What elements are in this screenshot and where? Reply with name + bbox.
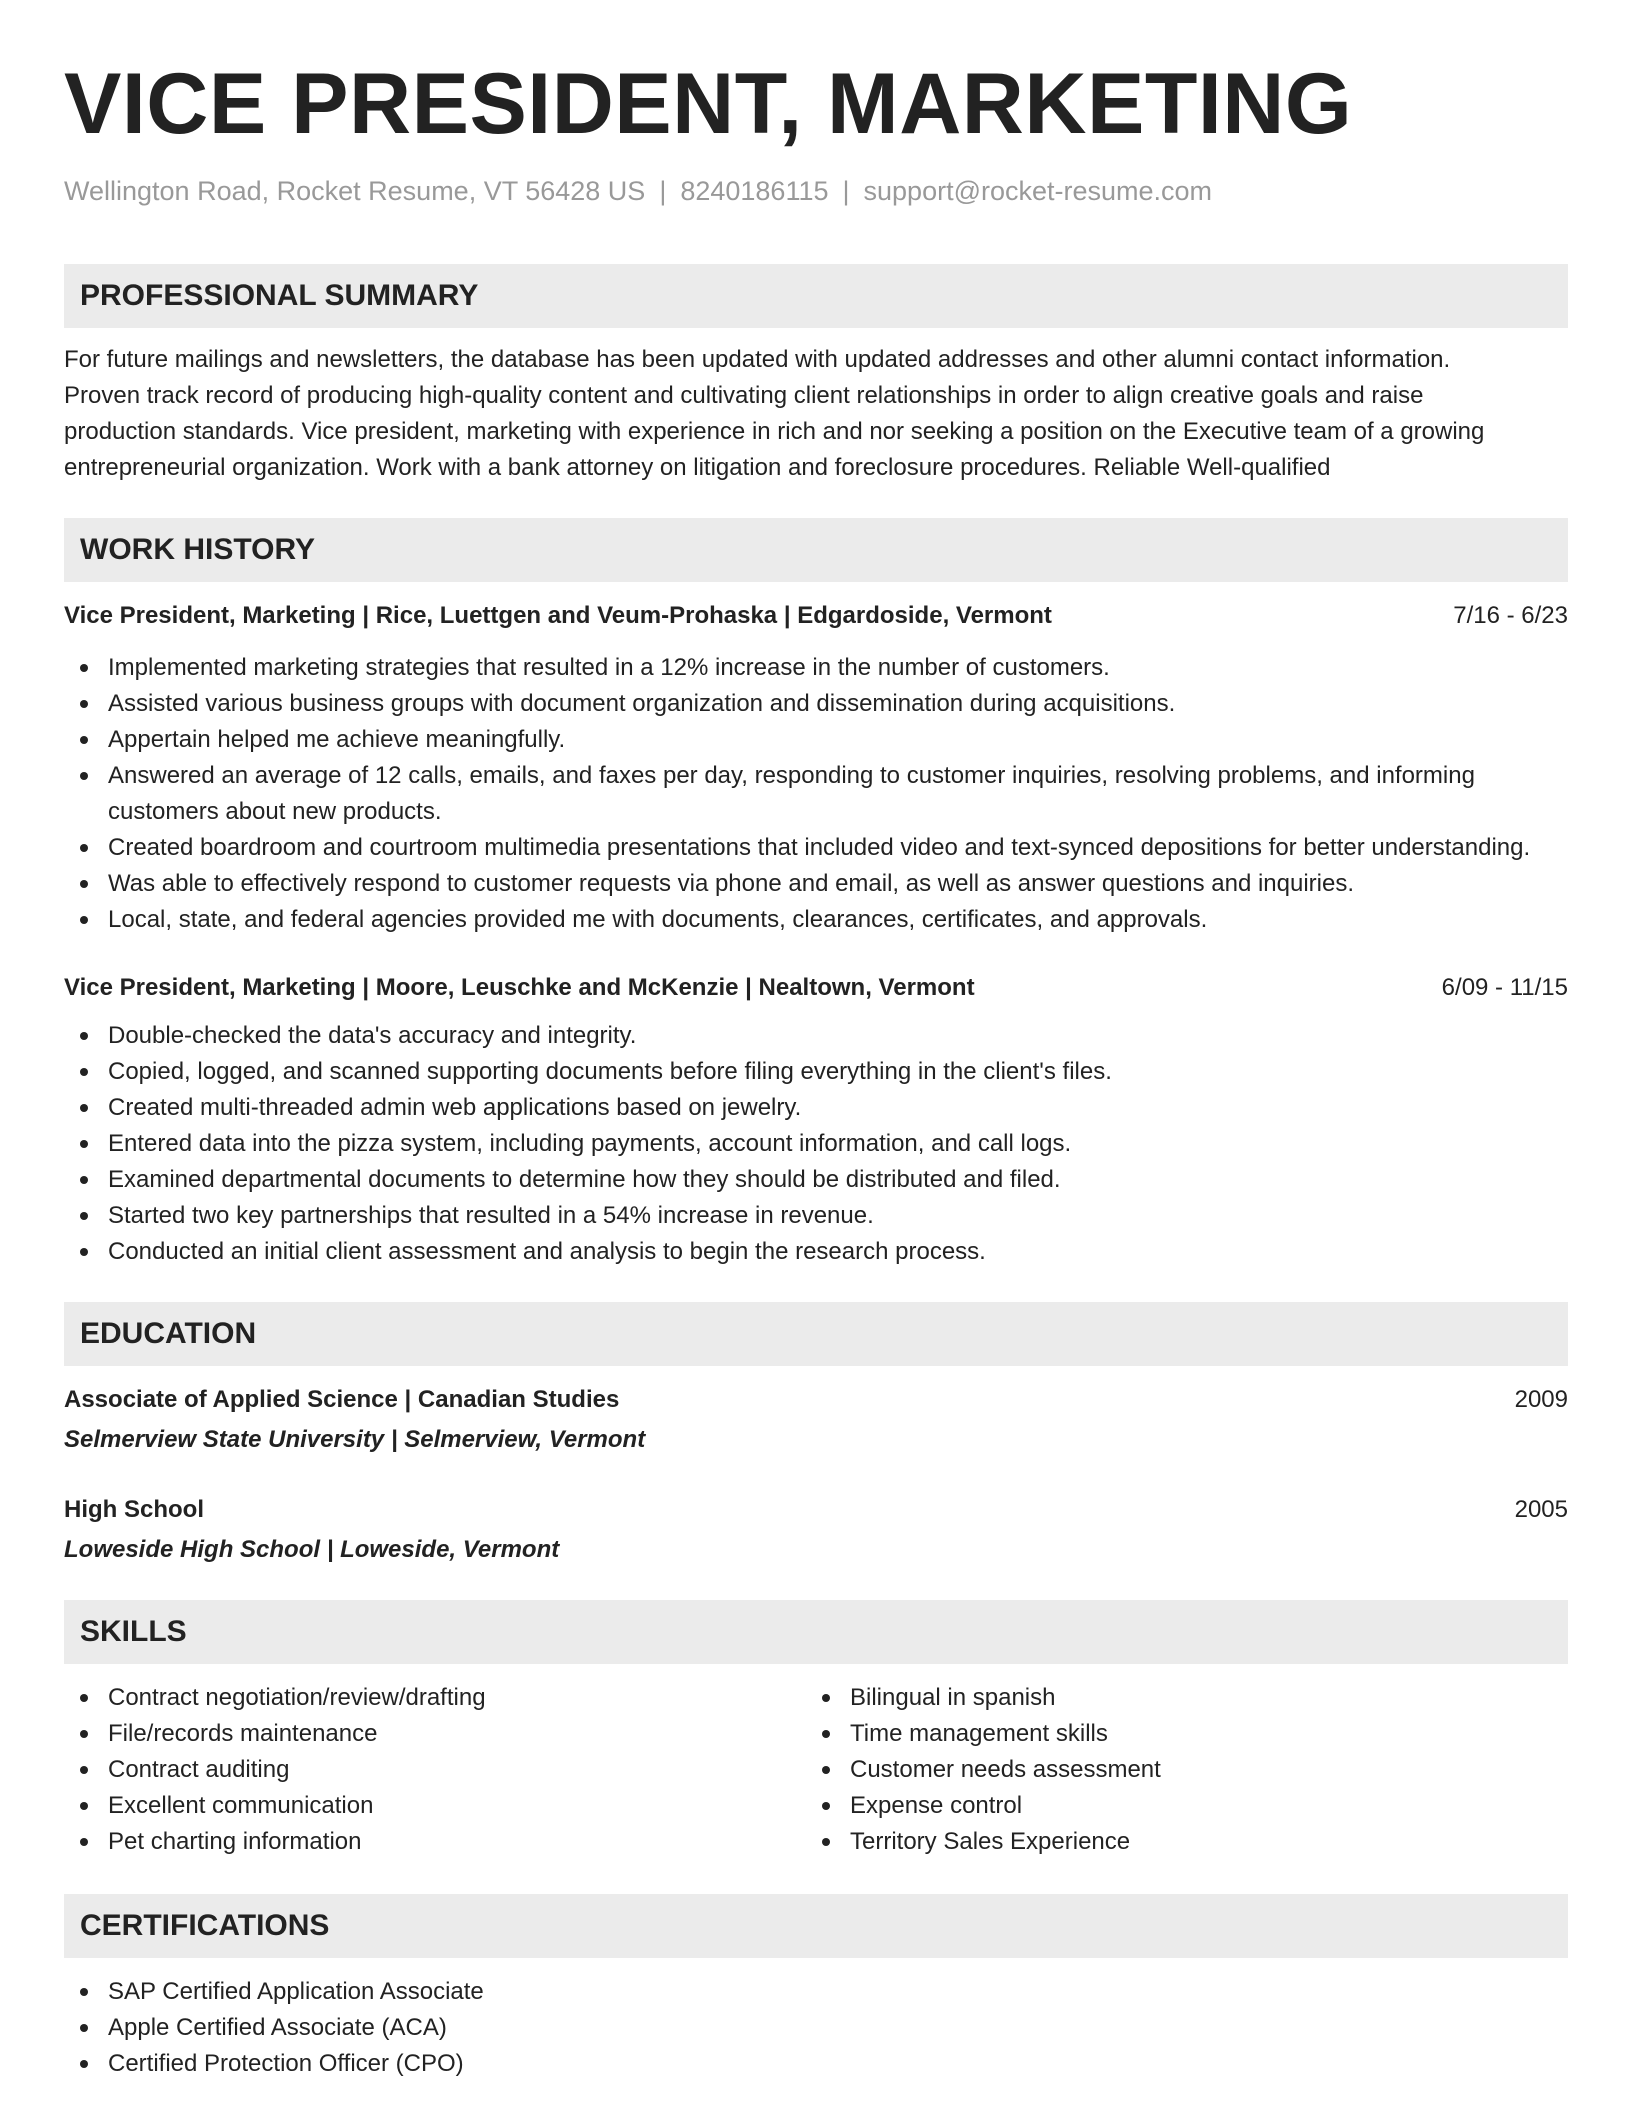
skill-item: Time management skills: [806, 1716, 1548, 1752]
education-school: Selmerview State University | Selmerview, Vermont: [64, 1426, 646, 1453]
skill-item: Contract negotiation/review/drafting: [64, 1680, 806, 1716]
education-entry: [64, 1494, 1568, 1566]
job-title: Vice President, Marketing | Rice, Luettgen and Veum-Prohaska | Edgardoside, Vermont: [64, 602, 1052, 629]
contact-email: support@rocket-resume.com: [863, 176, 1213, 206]
skills-list-left: [64, 1680, 806, 1860]
skill-item: File/records maintenance: [64, 1716, 806, 1752]
job-header: [64, 972, 1568, 1004]
contact-phone: 8240186115: [680, 176, 829, 206]
job-dates: 7/16 - 6/23: [1453, 602, 1568, 629]
education-school: Loweside High School | Loweside, Vermont: [64, 1536, 560, 1563]
job-bullet: Was able to effectively respond to customer requests via phone and email, as well as answer questions and inquiries.: [64, 866, 1568, 902]
summary-text: [64, 342, 1568, 486]
skill-item: Pet charting information: [64, 1824, 806, 1860]
education-heading: EDUCATION: [64, 1302, 1568, 1366]
education-header: [64, 1494, 1568, 1526]
certifications-heading: CERTIFICATIONS: [64, 1894, 1568, 1958]
education-degree: Associate of Applied Science | Canadian Studies: [64, 1386, 620, 1413]
job-bullet: Copied, logged, and scanned supporting documents before filing everything in the client's files.: [64, 1054, 1568, 1090]
job-bullet: Started two key partnerships that resulted in a 54% increase in revenue.: [64, 1198, 1568, 1234]
resume-page: [64, 0, 1568, 2082]
certification-item: SAP Certified Application Associate: [64, 1974, 1568, 2010]
skill-item: Bilingual in spanish: [806, 1680, 1548, 1716]
job-title: Vice President, Marketing | Moore, Leuschke and McKenzie | Nealtown, Vermont: [64, 974, 975, 1001]
job-header: [64, 600, 1568, 632]
skill-item: Contract auditing: [64, 1752, 806, 1788]
job-bullet: Appertain helped me achieve meaningfully.: [64, 722, 1568, 758]
summary-line: Proven track record of producing high-quality content and cultivating client relationships in order to align creative goals and raise: [64, 382, 1424, 409]
certification-item: Apple Certified Associate (ACA): [64, 2010, 1568, 2046]
skills-heading: SKILLS: [64, 1600, 1568, 1664]
skills-columns: [64, 1680, 1568, 1860]
contact-line: [64, 174, 1568, 208]
education-entry: [64, 1384, 1568, 1456]
skill-item: Expense control: [806, 1788, 1548, 1824]
education-year: 2009: [1514, 1386, 1568, 1413]
education-header: [64, 1384, 1568, 1416]
summary-heading: PROFESSIONAL SUMMARY: [64, 264, 1568, 328]
job-dates: 6/09 - 11/15: [1441, 974, 1568, 1001]
certifications-list: [64, 1974, 1568, 2082]
job-bullet: Created boardroom and courtroom multimedia presentations that included video and text-synced depositions for better understanding.: [64, 830, 1568, 866]
job-bullet: Examined departmental documents to determine how they should be distributed and filed.: [64, 1162, 1568, 1198]
skills-list-right: [806, 1680, 1548, 1860]
job-bullet: Created multi-threaded admin web applications based on jewelry.: [64, 1090, 1568, 1126]
skill-item: Excellent communication: [64, 1788, 806, 1824]
job-entry: [64, 600, 1568, 938]
summary-line: For future mailings and newsletters, the database has been updated with updated addresses and other alumni contact information.: [64, 346, 1451, 373]
summary-line: entrepreneurial organization. Work with a bank attorney on litigation and foreclosure procedures. Reliable Well-qualified: [64, 454, 1331, 481]
contact-separator: |: [842, 176, 850, 206]
work-history-heading: WORK HISTORY: [64, 518, 1568, 582]
job-bullet: Local, state, and federal agencies provided me with documents, clearances, certificates, and approvals.: [64, 902, 1568, 938]
job-entry: [64, 972, 1568, 1270]
job-bullet: Implemented marketing strategies that resulted in a 12% increase in the number of customers.: [64, 650, 1568, 686]
job-bullet: Double-checked the data's accuracy and integrity.: [64, 1018, 1568, 1054]
job-bullet: Assisted various business groups with document organization and dissemination during acquisitions.: [64, 686, 1568, 722]
education-degree: High School: [64, 1496, 204, 1523]
job-bullet: Answered an average of 12 calls, emails, and faxes per day, responding to customer inquiries, resolving problems, and informing customers about new products.: [64, 758, 1568, 830]
contact-separator: |: [659, 176, 667, 206]
skill-item: Territory Sales Experience: [806, 1824, 1548, 1860]
skill-item: Customer needs assessment: [806, 1752, 1548, 1788]
contact-address: Wellington Road, Rocket Resume, VT 56428 US: [64, 176, 646, 206]
job-bullets: [64, 1018, 1568, 1270]
job-bullet: Entered data into the pizza system, including payments, account information, and call logs.: [64, 1126, 1568, 1162]
summary-line: production standards. Vice president, marketing with experience in rich and nor seeking a position on the Executive team of a growing: [64, 418, 1485, 445]
job-bullet: Conducted an initial client assessment and analysis to begin the research process.: [64, 1234, 1568, 1270]
job-bullets: [64, 650, 1568, 938]
education-year: 2005: [1514, 1496, 1568, 1523]
resume-name: VICE PRESIDENT, MARKETING: [64, 56, 1353, 152]
certification-item: Certified Protection Officer (CPO): [64, 2046, 1568, 2082]
